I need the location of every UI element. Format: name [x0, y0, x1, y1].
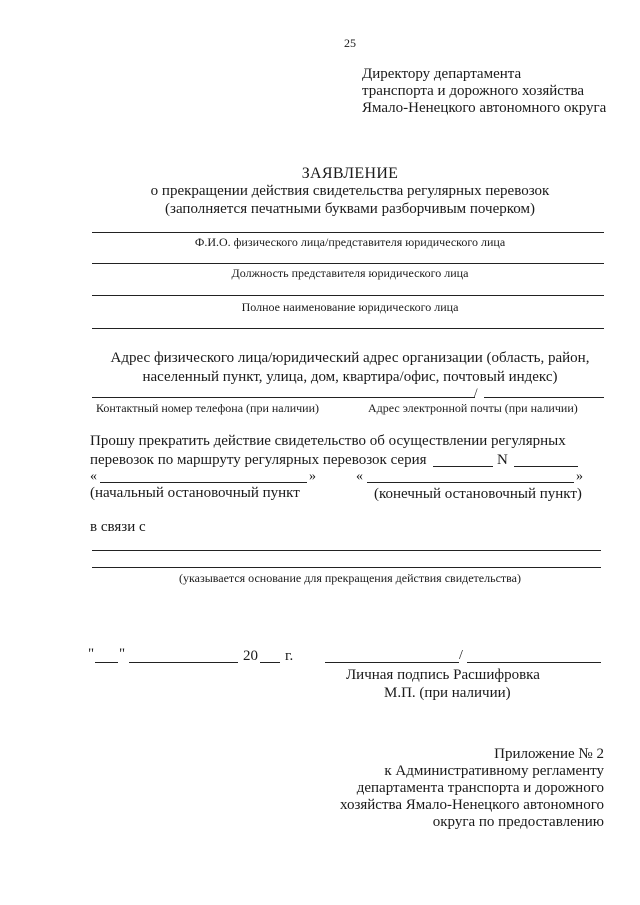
- subtitle-line: (заполняется печатными буквами разборчивым почерком): [165, 201, 535, 217]
- subtitle-line: о прекращении действия свидетельства регулярных перевозок: [150, 183, 550, 199]
- stamp-caption: М.П. (при наличии): [384, 685, 511, 701]
- start-stop-quote-close: »: [309, 469, 316, 484]
- addressee-line: Директору департамента: [362, 66, 522, 82]
- appendix-line: департамента транспорта и дорожного: [356, 780, 604, 796]
- org-name-caption: Полное наименование юридического лица: [241, 300, 459, 314]
- reason-label: в связи с: [90, 519, 146, 535]
- document-title: ЗАЯВЛЕНИЕ: [301, 165, 399, 182]
- date-year-prefix: 20: [243, 648, 258, 664]
- reason-field-2[interactable]: [92, 567, 601, 568]
- signature-separator: /: [459, 648, 463, 663]
- reason-caption: (указывается основание для прекращения действия свидетельства): [179, 571, 521, 585]
- appendix-line: Приложение № 2: [494, 746, 604, 762]
- position-caption: Должность представителя юридического лица: [231, 266, 469, 280]
- address-caption-line: Адрес физического лица/юридический адрес организации (область, район,: [110, 350, 590, 366]
- signature-caption: Личная подпись Расшифровка: [346, 667, 540, 683]
- appendix-line: округа по предоставлению: [432, 814, 604, 830]
- phone-caption: Контактный номер телефона (при наличии): [96, 401, 320, 415]
- date-month-field[interactable]: [129, 662, 238, 663]
- end-stop-quote-open: «: [356, 469, 363, 484]
- addressee-line: транспорта и дорожного хозяйства: [362, 83, 585, 99]
- phone-email-separator: /: [474, 385, 478, 400]
- appendix-line: к Административному регламенту: [384, 763, 604, 779]
- date-quote-open: ": [88, 646, 95, 662]
- request-line-series: перевозок по маршруту регулярных перевозок серия: [90, 452, 427, 468]
- reason-field[interactable]: [92, 550, 601, 551]
- address-caption-line: населенный пункт, улица, дом, квартира/офис, почтовый индекс): [142, 369, 558, 385]
- addressee-block: [362, 66, 606, 117]
- page-number: 25: [344, 36, 356, 50]
- signature-field[interactable]: [325, 662, 459, 663]
- position-field[interactable]: [92, 263, 604, 264]
- number-label: N: [497, 452, 508, 468]
- request-line: Прошу прекратить действие свидетельство об осуществлении регулярных: [90, 433, 566, 449]
- appendix-block: [340, 746, 604, 831]
- appendix-line: хозяйства Ямало-Ненецкого автономного: [340, 797, 604, 813]
- end-stop-quote-close: »: [576, 469, 583, 484]
- date-year-field[interactable]: [260, 662, 280, 663]
- start-stop-quote-open: «: [90, 469, 97, 484]
- phone-field[interactable]: [92, 397, 475, 398]
- addressee-line: Ямало-Ненецкого автономного округа: [362, 100, 607, 116]
- date-day-field[interactable]: [95, 662, 118, 663]
- series-field[interactable]: [433, 466, 493, 467]
- end-stop-caption: (конечный остановочный пункт): [374, 486, 582, 502]
- address-caption: [0, 349, 640, 387]
- start-stop-caption: (начальный остановочный пункт: [90, 485, 300, 501]
- date-quote-close: ": [119, 646, 126, 662]
- document-subtitle: [0, 182, 640, 218]
- org-name-field[interactable]: [92, 295, 604, 296]
- date-year-suffix: г.: [285, 648, 294, 664]
- start-stop-field[interactable]: [100, 482, 307, 483]
- fio-caption: Ф.И.О. физического лица/представителя юридического лица: [194, 235, 506, 249]
- email-caption: Адрес электронной почты (при наличии): [368, 401, 578, 415]
- signature-decoding-field[interactable]: [467, 662, 601, 663]
- number-field[interactable]: [514, 466, 578, 467]
- fio-field[interactable]: [92, 232, 604, 233]
- end-stop-field[interactable]: [367, 482, 574, 483]
- email-field[interactable]: [484, 397, 604, 398]
- address-field[interactable]: [92, 328, 604, 329]
